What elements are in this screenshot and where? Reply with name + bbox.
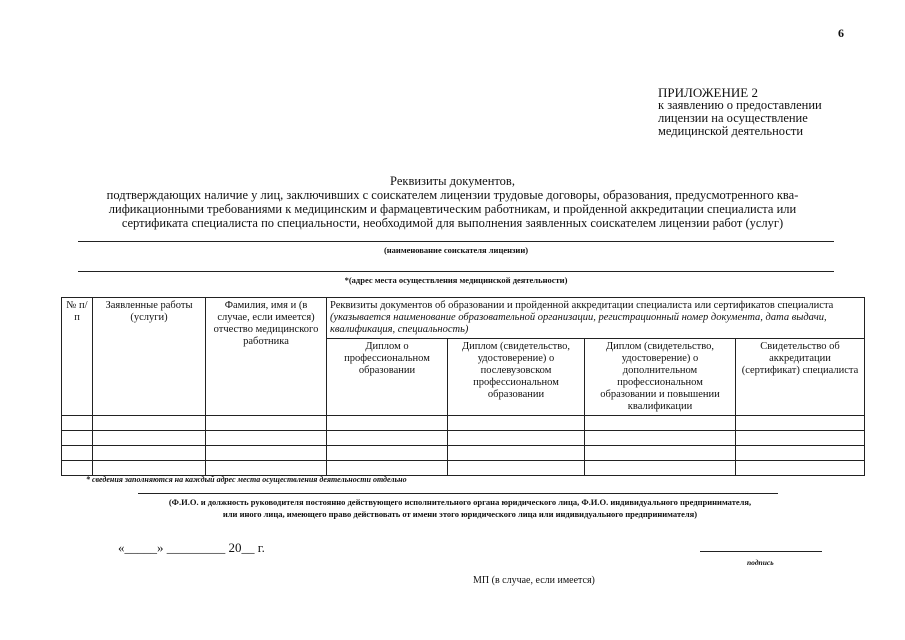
table-cell[interactable] [585, 461, 736, 476]
table-row [62, 431, 865, 446]
table-header-row [62, 298, 865, 339]
table-cell[interactable] [62, 461, 93, 476]
applicant-name-caption: (наименование соискателя лицензии) [383, 245, 529, 255]
table-cell[interactable] [327, 431, 448, 446]
appendix-title: ПРИЛОЖЕНИЕ 2 [658, 85, 758, 100]
header-documents-group [327, 298, 865, 339]
header-diploma-additional: Диплом (свидетельство, удостоверение) о дополнительном профессиональном образовании и повышении квалификации [585, 339, 736, 416]
header-accreditation: Свидетельство об аккредитации (сертификат) специалиста [736, 339, 865, 416]
table-cell[interactable] [736, 416, 865, 431]
document-title-line: подтверждающих наличие у лиц, заключивших с соискателем лицензии трудовые договоры, образования, предусмотренного ква- [106, 188, 799, 202]
table-cell[interactable] [327, 446, 448, 461]
table-cell[interactable] [93, 431, 206, 446]
header-fio: Фамилия, имя и (в случае, если имеется) отчество медицинского работника [206, 298, 327, 416]
table-cell[interactable] [448, 446, 585, 461]
page-number: 6 [838, 26, 844, 40]
date-field[interactable]: «_____» _________ 20__ г. [118, 540, 265, 555]
table-cell[interactable] [448, 461, 585, 476]
signatory-caption [140, 496, 780, 520]
appendix-block [658, 86, 878, 138]
table-cell[interactable] [62, 431, 93, 446]
header-diploma-postgrad: Диплом (свидетельство, удостоверение) о послевузовском профессиональном образовании [448, 339, 585, 416]
table-cell[interactable] [62, 446, 93, 461]
header-documents-main: Реквизиты документов об образовании и пройденной аккредитации специалиста или сертификатов специалиста [330, 300, 834, 311]
signatory-caption-line: или иного лица, имеющего право действовать от имени этого юридического лица или индивидуального предпринимателя) [222, 509, 698, 519]
document-title-line: лификационными требованиями к медицинским и фармацевтическим работникам, и пройденной аккредитации специалиста или [108, 202, 797, 216]
header-documents-note: (указывается наименование образовательной организации, регистрационный номер документа, дата выдачи, квалификация, специальность) [330, 312, 827, 335]
stamp-caption: МП (в случае, если имеется) [473, 575, 595, 586]
header-works: Заявленные работы (услуги) [93, 298, 206, 416]
table-cell[interactable] [206, 431, 327, 446]
table-cell[interactable] [93, 461, 206, 476]
table-cell[interactable] [585, 416, 736, 431]
table-cell[interactable] [736, 461, 865, 476]
table-cell[interactable] [62, 416, 93, 431]
table-cell[interactable] [93, 446, 206, 461]
table-cell[interactable] [93, 416, 206, 431]
table-cell[interactable] [585, 446, 736, 461]
table-cell[interactable] [736, 431, 865, 446]
table-cell[interactable] [736, 446, 865, 461]
table-cell[interactable] [327, 461, 448, 476]
signatory-line[interactable] [138, 493, 778, 494]
table-cell[interactable] [327, 416, 448, 431]
appendix-line: медицинской деятельности [658, 124, 804, 138]
table-cell[interactable] [448, 416, 585, 431]
table-row [62, 416, 865, 431]
document-title-line: Реквизиты документов, [390, 174, 515, 188]
table-row [62, 461, 865, 476]
address-caption: *(адрес места осуществления медицинской деятельности) [344, 275, 568, 285]
table-row [62, 446, 865, 461]
document-title-line: сертификата специалиста по специальности, необходимой для выполнения заявленных соискателем лицензии работ (услуг) [121, 216, 784, 230]
footnote: * сведения заполняются на каждый адрес места осуществления деятельности отдельно [86, 475, 407, 484]
header-diploma-prof: Диплом о профессиональном образовании [327, 339, 448, 416]
table-cell[interactable] [206, 461, 327, 476]
table-cell[interactable] [448, 431, 585, 446]
signature-line[interactable] [700, 551, 822, 552]
table-cell[interactable] [206, 446, 327, 461]
appendix-line: лицензии на осуществление [658, 111, 808, 125]
header-number: № п/п [62, 298, 93, 416]
documents-table [61, 297, 865, 476]
appendix-line: к заявлению о предоставлении [658, 98, 822, 112]
signature-caption: подпись [747, 558, 774, 567]
document-title [60, 174, 845, 230]
applicant-name-line[interactable] [78, 241, 834, 242]
table-cell[interactable] [206, 416, 327, 431]
address-line[interactable] [78, 271, 834, 272]
signatory-caption-line: (Ф.И.О. и должность руководителя постоянно действующего исполнительного органа юридического лица, Ф.И.О. индивидуального предпринимателя, [168, 497, 752, 507]
table-cell[interactable] [585, 431, 736, 446]
